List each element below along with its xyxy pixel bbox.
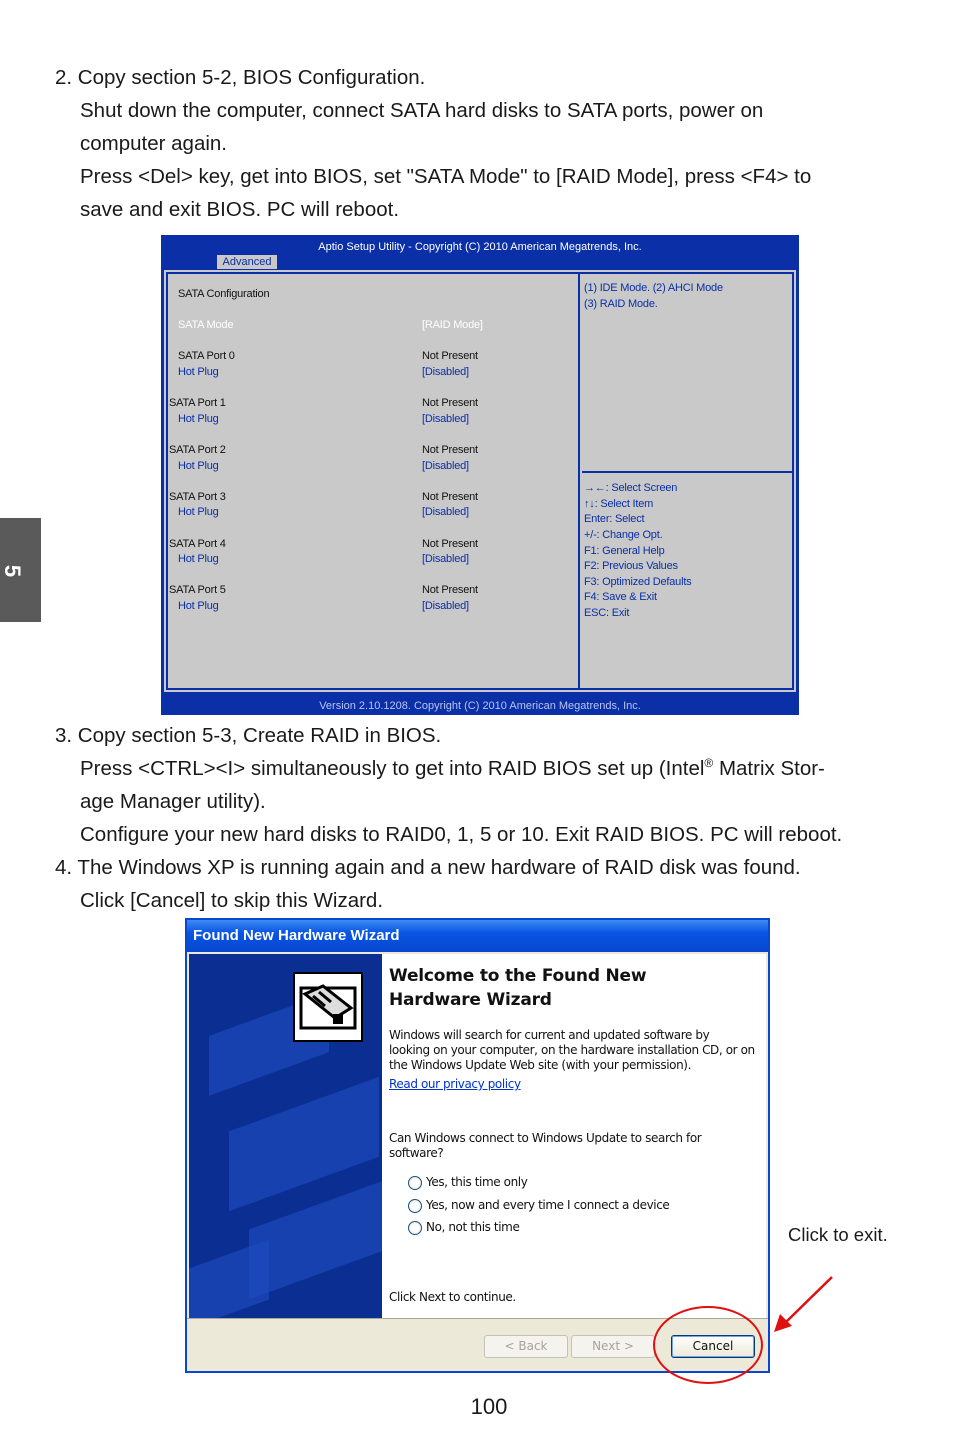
sata-port-3-hot-plug[interactable]: Hot Plug [178, 506, 219, 518]
step-4-line-2: Click [Cancel] to skip this Wizard. [80, 889, 384, 912]
step-3-line-2 [55, 752, 915, 785]
key-select-screen-text: : Select Screen [605, 482, 678, 494]
key-esc: ESC: Exit [584, 607, 630, 619]
step-3-line-4: Configure your new hard disks to RAID0, 1, 5 or 10. Exit RAID BIOS. PC will reboot. [80, 823, 843, 846]
sata-port-4-hot-plug[interactable]: Hot Plug [178, 553, 219, 565]
sata-port-3-label: SATA Port 3 [169, 491, 226, 503]
sata-port-3-status: Not Present [422, 491, 478, 503]
step-3-text [55, 719, 915, 917]
bios-frame [166, 272, 794, 690]
sata-port-2-label: SATA Port 2 [169, 444, 226, 456]
bios-footer: Version 2.10.1208. Copyright (C) 2010 American Megatrends, Inc. [319, 700, 641, 712]
sata-port-1-hot-plug[interactable]: Hot Plug [178, 413, 219, 425]
sata-port-2-hot-plug-value[interactable]: [Disabled] [422, 460, 469, 472]
sata-port-1-status: Not Present [422, 397, 478, 409]
step-3-line-2b: Matrix Stor- [713, 757, 825, 780]
sata-port-5-status: Not Present [422, 584, 478, 596]
key-change: +/-: Change Opt. [584, 529, 663, 541]
privacy-policy-link[interactable]: Read our privacy policy [389, 1077, 521, 1091]
sata-port-1-label: SATA Port 1 [169, 397, 226, 409]
wizard-desc-line-1: Windows will search for current and updated software by [389, 1028, 710, 1042]
wizard-question-line-1: Can Windows connect to Windows Update to search for [389, 1131, 702, 1145]
sata-port-0-hot-plug-value[interactable]: [Disabled] [422, 366, 469, 378]
cancel-highlight-circle [653, 1306, 763, 1384]
page-number: 100 [470, 1394, 508, 1419]
sata-port-5-hot-plug-value[interactable]: [Disabled] [422, 600, 469, 612]
panel-decoration-4 [189, 1239, 269, 1318]
key-f4: F4: Save & Exit [584, 591, 657, 603]
wizard-question-line-2: software? [389, 1146, 444, 1160]
option-yes-every-time-label[interactable]: Yes, now and every time I connect a device [426, 1198, 670, 1212]
step-2-line-5: save and exit BIOS. PC will reboot. [80, 198, 400, 221]
sata-port-5-label: SATA Port 5 [169, 584, 226, 596]
key-f2: F2: Previous Values [584, 560, 678, 572]
wizard-desc-line-2: looking on your computer, on the hardware installation CD, or on [389, 1043, 755, 1057]
sata-port-0-label: SATA Port 0 [178, 350, 235, 362]
bios-help-divider [582, 471, 792, 473]
option-yes-this-time-label[interactable]: Yes, this time only [426, 1175, 528, 1189]
found-new-hardware-wizard [185, 918, 770, 1373]
step-4-line-1: 4. The Windows XP is running again and a new hardware of RAID disk was found. [55, 856, 801, 879]
chapter-number: 5 [0, 564, 26, 578]
bios-settings-pane [168, 274, 580, 688]
step-2-line-2: Shut down the computer, connect SATA hard disks to SATA ports, power on [80, 99, 764, 122]
registered-mark: ® [704, 756, 714, 771]
wizard-side-panel [189, 954, 382, 1318]
step-3-line-3: age Manager utility). [80, 790, 266, 813]
step-3-line-2a: Press <CTRL><I> simultaneously to get into RAID BIOS set up (Intel [80, 757, 705, 780]
wizard-desc-line-3: the Windows Update Web site (with your permission). [389, 1058, 692, 1072]
sata-mode-label[interactable]: SATA Mode [178, 319, 234, 331]
key-select-item-text: : Select Item [594, 498, 654, 510]
callout-arrow-icon [770, 1272, 840, 1336]
back-button[interactable]: < Back [484, 1335, 568, 1358]
arrows-up-down-icon: ↑↓ [584, 498, 595, 510]
bios-screenshot [161, 235, 799, 715]
bios-title: Aptio Setup Utility - Copyright (C) 2010 American Megatrends, Inc. [318, 241, 642, 253]
key-f1: F1: General Help [584, 545, 665, 557]
sata-port-5-hot-plug[interactable]: Hot Plug [178, 600, 219, 612]
option-no-not-this-time-label[interactable]: No, not this time [426, 1220, 520, 1234]
sata-port-1-hot-plug-value[interactable]: [Disabled] [422, 413, 469, 425]
sata-port-4-status: Not Present [422, 538, 478, 550]
sata-port-4-hot-plug-value[interactable]: [Disabled] [422, 553, 469, 565]
key-f3: F3: Optimized Defaults [584, 576, 692, 588]
step-2-line-4: Press <Del> key, get into BIOS, set "SATA Mode" to [RAID Mode], press <F4> to [80, 165, 812, 188]
sata-mode-value[interactable]: [RAID Mode] [422, 319, 483, 331]
key-select-item [584, 498, 653, 510]
sata-port-0-hot-plug[interactable]: Hot Plug [178, 366, 219, 378]
step-2-text [55, 61, 915, 226]
step-3-line-1: 3. Copy section 5-3, Create RAID in BIOS. [55, 724, 442, 747]
next-button[interactable]: Next > [571, 1335, 655, 1358]
sata-port-2-status: Not Present [422, 444, 478, 456]
click-to-exit-callout: Click to exit. [788, 1224, 888, 1245]
bios-help-pane [582, 274, 792, 688]
key-enter: Enter: Select [584, 513, 645, 525]
sata-port-3-hot-plug-value[interactable]: [Disabled] [422, 506, 469, 518]
bios-tab-advanced[interactable]: Advanced [217, 255, 277, 269]
sata-port-4-label: SATA Port 4 [169, 538, 226, 550]
wizard-title-bar: Found New Hardware Wizard [187, 920, 768, 952]
bios-help-line-2: (3) RAID Mode. [584, 298, 658, 310]
chapter-tab [0, 518, 41, 622]
arrows-left-right-icon: →← [584, 482, 606, 494]
step-2-line-1: 2. Copy section 5-2, BIOS Configuration. [55, 66, 426, 89]
hardware-icon [293, 972, 363, 1042]
radio-no-not-this-time[interactable] [408, 1221, 422, 1235]
wizard-content [382, 954, 766, 1318]
step-2-line-3: computer again. [80, 132, 228, 155]
cancel-button[interactable]: Cancel [671, 1335, 755, 1358]
wizard-heading-line-2: Hardware Wizard [389, 990, 552, 1010]
sata-port-0-status: Not Present [422, 350, 478, 362]
radio-yes-every-time[interactable] [408, 1199, 422, 1213]
radio-yes-this-time[interactable] [408, 1176, 422, 1190]
wizard-continue-text: Click Next to continue. [389, 1290, 516, 1304]
wizard-heading-line-1: Welcome to the Found New [389, 966, 647, 986]
bios-section-title: SATA Configuration [178, 288, 270, 300]
key-select-screen [584, 482, 677, 494]
bios-help-line-1: (1) IDE Mode. (2) AHCI Mode [584, 282, 723, 294]
bios-main-area [164, 270, 796, 692]
sata-port-2-hot-plug[interactable]: Hot Plug [178, 460, 219, 472]
